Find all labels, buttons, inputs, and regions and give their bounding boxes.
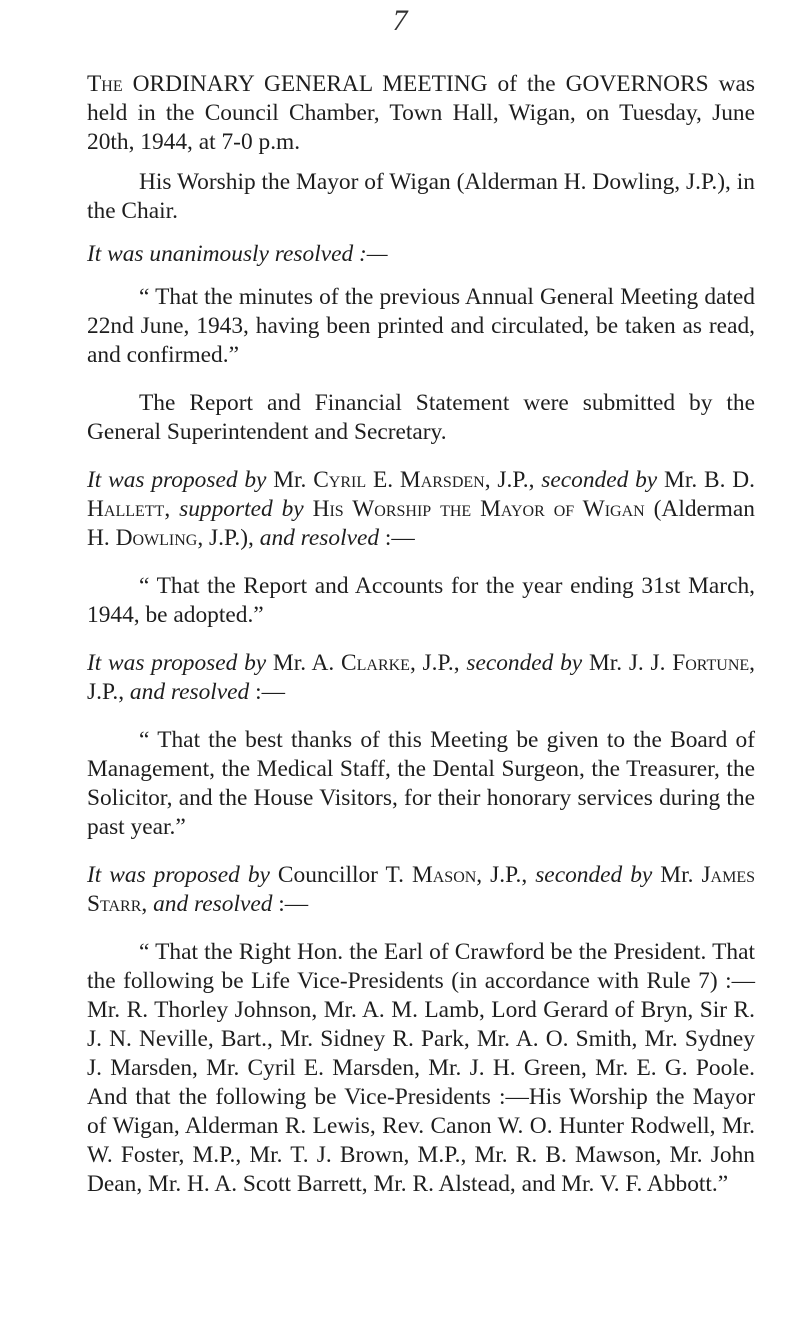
seconder-name: Hallett,: [87, 496, 171, 522]
resolution-heading-1: It was unanimously resolved :—: [87, 241, 388, 267]
resolved-label: and resolved: [259, 525, 380, 551]
chair-paragraph: His Worship the Mayor of Wigan (Alderman H. Dowling, J.P.), in the Chair.: [87, 169, 755, 224]
proposal-label: It was proposed by: [87, 650, 267, 676]
proposal-text: J.P.,: [482, 862, 536, 888]
seconder-label: seconded by: [541, 467, 658, 493]
proposal-text: J.P.,: [415, 650, 467, 676]
proposal-text: (Alderman H.: [87, 496, 755, 551]
seconder-name: James Starr,: [87, 862, 755, 917]
proposal-text: J.P.,: [490, 467, 542, 493]
resolved-label: and resolved: [153, 891, 273, 917]
proposal-text: J.P.,: [87, 679, 130, 705]
lead-word: The: [87, 71, 123, 97]
meeting-intro-text: ORDINARY GENERAL MEETING of the GOVERNORS was held in the Council Chamber, Town Hall, Wigan, on Tuesday, June 20th, 1944, at 7-0 p.m.: [87, 71, 755, 155]
proposal-paragraph-2: [87, 649, 755, 707]
resolution-accounts: “ That the Report and Accounts for the year ending 31st March, 1944, be adopted.”: [87, 573, 755, 628]
proposal-text: :—: [249, 679, 285, 705]
resolution-thanks: “ That the best thanks of this Meeting be given to the Board of Management, the Medical Staff, the Dental Surgeon, the Treasurer, the Solicitor, and the House Visitors, for their honorary services during the past year.”: [87, 727, 755, 840]
resolution-officers: “ That the Right Hon. the Earl of Crawford be the President. That the following be Life Vice-Presidents (in accordance with Rule 7) :—Mr. R. Thorley Johnson, Mr. A. M. Lamb, Lord Gerard of Bryn, Sir R. J. N. Neville, Bart., Mr. Sidney R. Park, Mr. A. O. Smith, Mr. Sydney J. Marsden, Mr. Cyril E. Marsden, Mr. J. H. Green, Mr. E. G. Poole. And that the following be Vice-Presidents :—His Worship the Mayor of Wigan, Alderman R. Lewis, Rev. Canon W. O. Hunter Rodwell, Mr. W. Foster, M.P., Mr. T. J. Brown, M.P., Mr. R. B. Mawson, Mr. John Dean, Mr. H. A. Scott Barrett, Mr. R. Alstead, and Mr. V. F. Abbott.”: [87, 939, 755, 1197]
proposal-text: Mr.: [266, 467, 314, 493]
supporter-surname: Dowling,: [115, 525, 204, 551]
seconder-label: seconded by: [466, 650, 583, 676]
page-number: 7: [392, 4, 408, 37]
proposal-label: It was proposed by: [87, 862, 270, 888]
seconder-label: seconded by: [535, 862, 653, 888]
proposer-name: Mason,: [411, 862, 483, 888]
proposal-paragraph-1: [87, 466, 755, 553]
proposal-text: Councillor T.: [269, 862, 412, 888]
minutes-body: [87, 70, 755, 1199]
proposal-text: Mr.: [652, 862, 702, 888]
proposal-text: J.P.),: [203, 525, 260, 551]
proposal-text: Mr. B. D.: [657, 467, 755, 493]
proposal-text: [170, 496, 179, 522]
proposal-paragraph-3: [87, 861, 755, 919]
proposer-name: Clarke,: [341, 650, 416, 676]
proposal-text: [304, 496, 313, 522]
seconder-name: Fortune,: [672, 650, 755, 676]
supporter-label: supported by: [179, 496, 304, 522]
meeting-intro-paragraph: [87, 70, 755, 157]
proposal-text: :—: [272, 891, 309, 917]
resolution-minutes: “ That the minutes of the previous Annual General Meeting dated 22nd June, 1943, having been printed and circulated, be taken as read, and confirmed.”: [87, 284, 755, 368]
resolved-label: and resolved: [129, 679, 250, 705]
report-submitted-paragraph: The Report and Financial Statement were submitted by the General Superintendent and Secretary.: [87, 390, 755, 445]
proposal-text: Mr. J. J.: [582, 650, 673, 676]
proposer-name: Cyril E. Marsden,: [313, 467, 491, 493]
proposal-label: It was proposed by: [87, 467, 267, 493]
supporter-name: His Worship the Mayor of Wigan: [312, 496, 645, 522]
proposal-text: :—: [379, 525, 415, 551]
proposal-text: Mr. A.: [266, 650, 342, 676]
